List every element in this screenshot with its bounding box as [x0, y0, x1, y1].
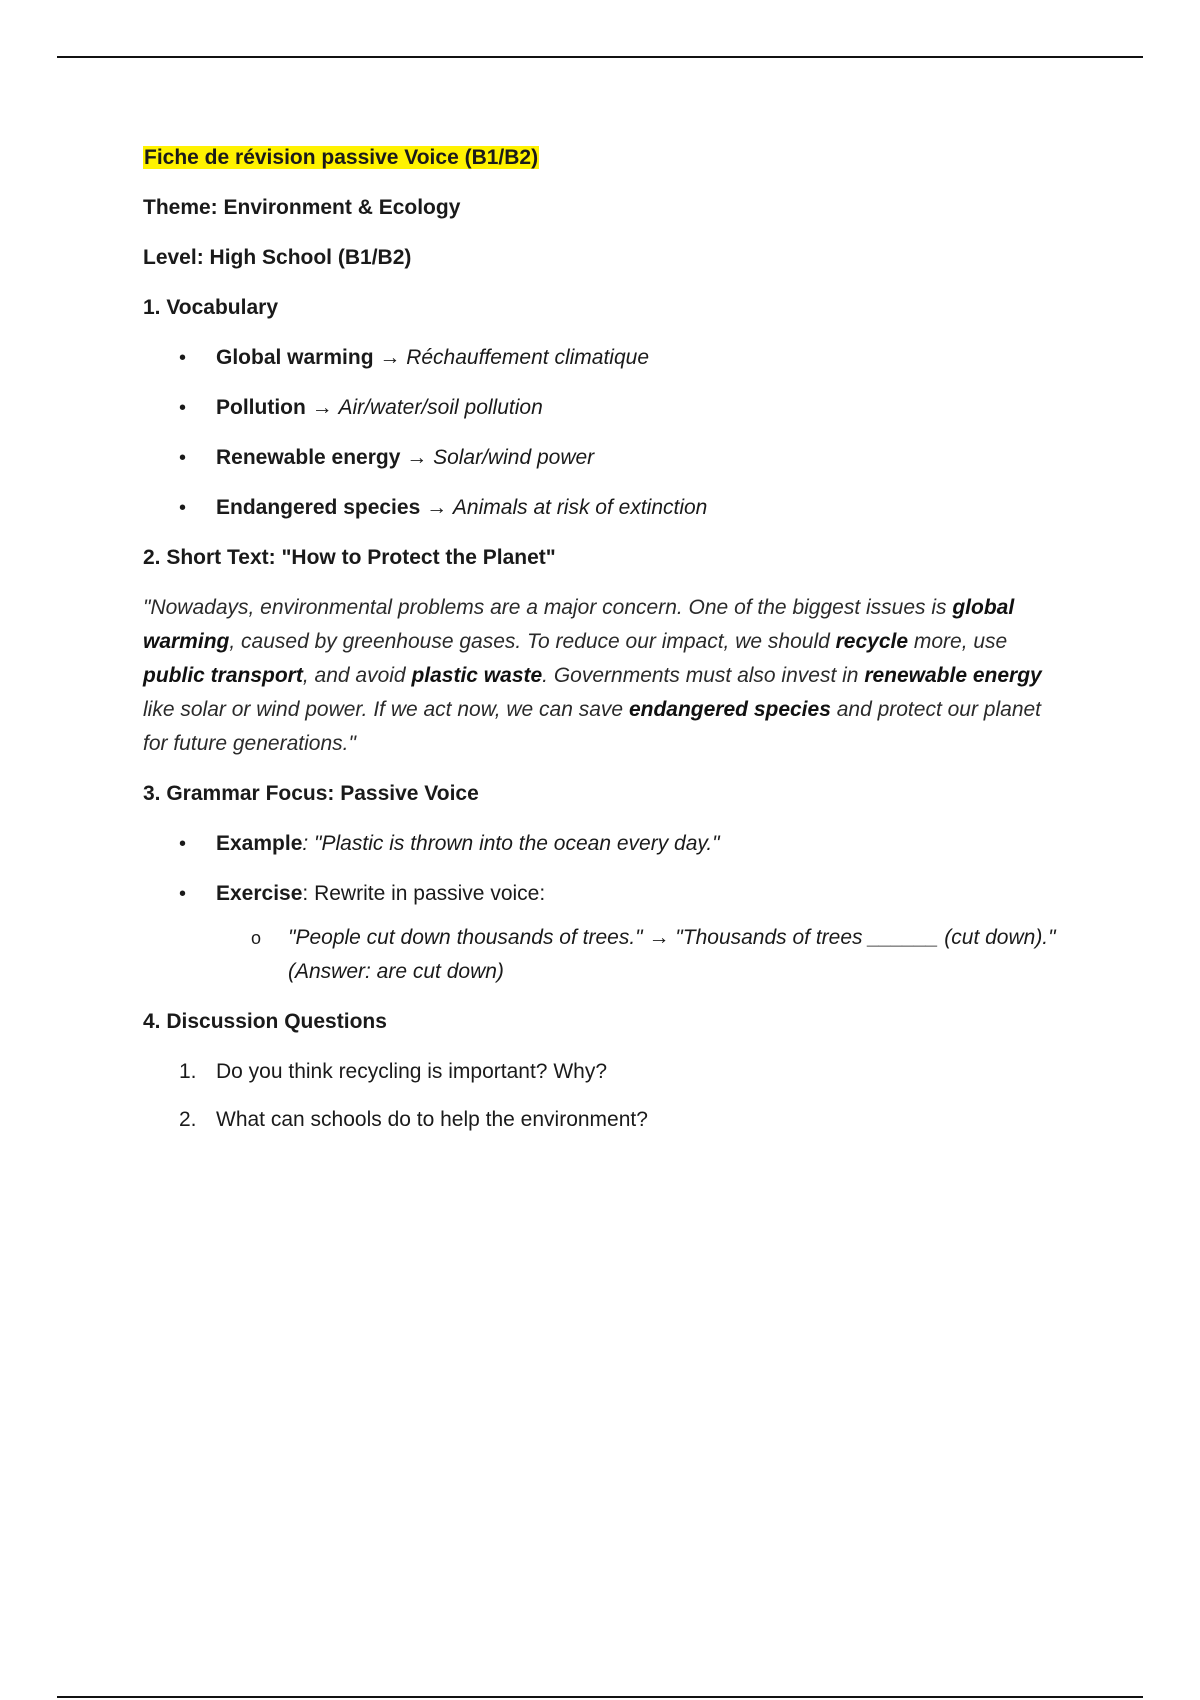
grammar-heading: 3. Grammar Focus: Passive Voice	[143, 782, 479, 805]
bullet-icon: •	[179, 347, 187, 369]
vocab-meaning: Air/water/soil pollution	[338, 396, 543, 419]
theme-line: Theme: Environment & Ecology	[143, 196, 461, 219]
text-segment: , caused by greenhouse gases. To reduce our impact, we should	[229, 630, 836, 653]
short-text-paragraph	[143, 591, 1063, 761]
exercise-answer: (Answer: are cut down)	[288, 960, 504, 983]
vocab-term: Global warming	[216, 346, 374, 369]
vocabulary-list	[143, 341, 1063, 525]
text-segment: , and avoid	[302, 664, 412, 687]
arrow-icon: →	[373, 346, 407, 369]
keyword: global warming	[143, 596, 1015, 653]
highlighted-title: Fiche de révision passive Voice (B1/B2)	[144, 146, 539, 169]
keyword: renewable energy	[864, 664, 1042, 687]
arrow-icon: →	[305, 396, 339, 419]
discussion-heading: 4. Discussion Questions	[143, 1010, 387, 1033]
vocab-term: Renewable energy	[216, 446, 401, 469]
exercise-item	[143, 921, 1063, 989]
document-body	[143, 141, 1063, 1151]
keyword: public transport	[143, 664, 303, 687]
list-item	[143, 491, 1063, 525]
vocab-meaning: Réchauffement climatique	[406, 346, 649, 369]
list-item	[143, 341, 1063, 375]
list-number: 1.	[179, 1060, 197, 1083]
list-item	[143, 877, 1063, 911]
list-item	[143, 1055, 1063, 1089]
vocab-term: Endangered species	[216, 496, 421, 519]
question-text: What can schools do to help the environment?	[216, 1108, 648, 1131]
vocabulary-heading: 1. Vocabulary	[143, 296, 279, 319]
bullet-icon: •	[179, 883, 187, 905]
discussion-list	[143, 1055, 1063, 1137]
exercise-label: Exercise	[216, 882, 303, 905]
list-item	[143, 1103, 1063, 1137]
keyword: recycle	[835, 630, 909, 653]
keyword: plastic waste	[411, 664, 543, 687]
bottom-rule	[57, 1696, 1143, 1698]
bullet-icon: •	[179, 447, 187, 469]
short-text-heading: 2. Short Text: "How to Protect the Planet"	[143, 546, 556, 569]
text-segment: more, use	[908, 630, 1008, 653]
exercise-text: : Rewrite in passive voice:	[302, 882, 546, 905]
text-segment: and protect our planet for future generations."	[143, 698, 1042, 755]
vocab-term: Pollution	[216, 396, 306, 419]
bullet-icon: •	[179, 497, 187, 519]
text-segment: . Governments must also invest in	[542, 664, 865, 687]
example-label: Example	[216, 832, 303, 855]
vocab-meaning: Solar/wind power	[433, 446, 595, 469]
top-rule	[57, 56, 1143, 58]
text-segment: "Nowadays, environmental problems are a major concern. One of the biggest issues is	[143, 596, 953, 619]
example-text: : "Plastic is thrown into the ocean every day."	[302, 832, 720, 855]
keyword: endangered species	[628, 698, 831, 721]
list-item	[143, 391, 1063, 425]
list-number: 2.	[179, 1108, 197, 1131]
level-line: Level: High School (B1/B2)	[143, 246, 412, 269]
arrow-icon: →	[400, 446, 434, 469]
bullet-icon: •	[179, 833, 187, 855]
page-title	[143, 141, 1063, 175]
grammar-list	[143, 827, 1063, 911]
exercise-sentence: "People cut down thousands of trees." → "Thousands of trees ______ (cut down)."	[288, 926, 1056, 949]
arrow-icon: →	[420, 496, 453, 519]
list-item	[143, 441, 1063, 475]
bullet-icon: •	[179, 397, 187, 419]
list-item	[143, 827, 1063, 861]
text-segment: like solar or wind power. If we act now, we can save	[143, 698, 629, 721]
vocab-meaning: Animals at risk of extinction	[452, 496, 708, 519]
circle-bullet-icon: o	[251, 928, 262, 948]
question-text: Do you think recycling is important? Why?	[216, 1060, 607, 1083]
